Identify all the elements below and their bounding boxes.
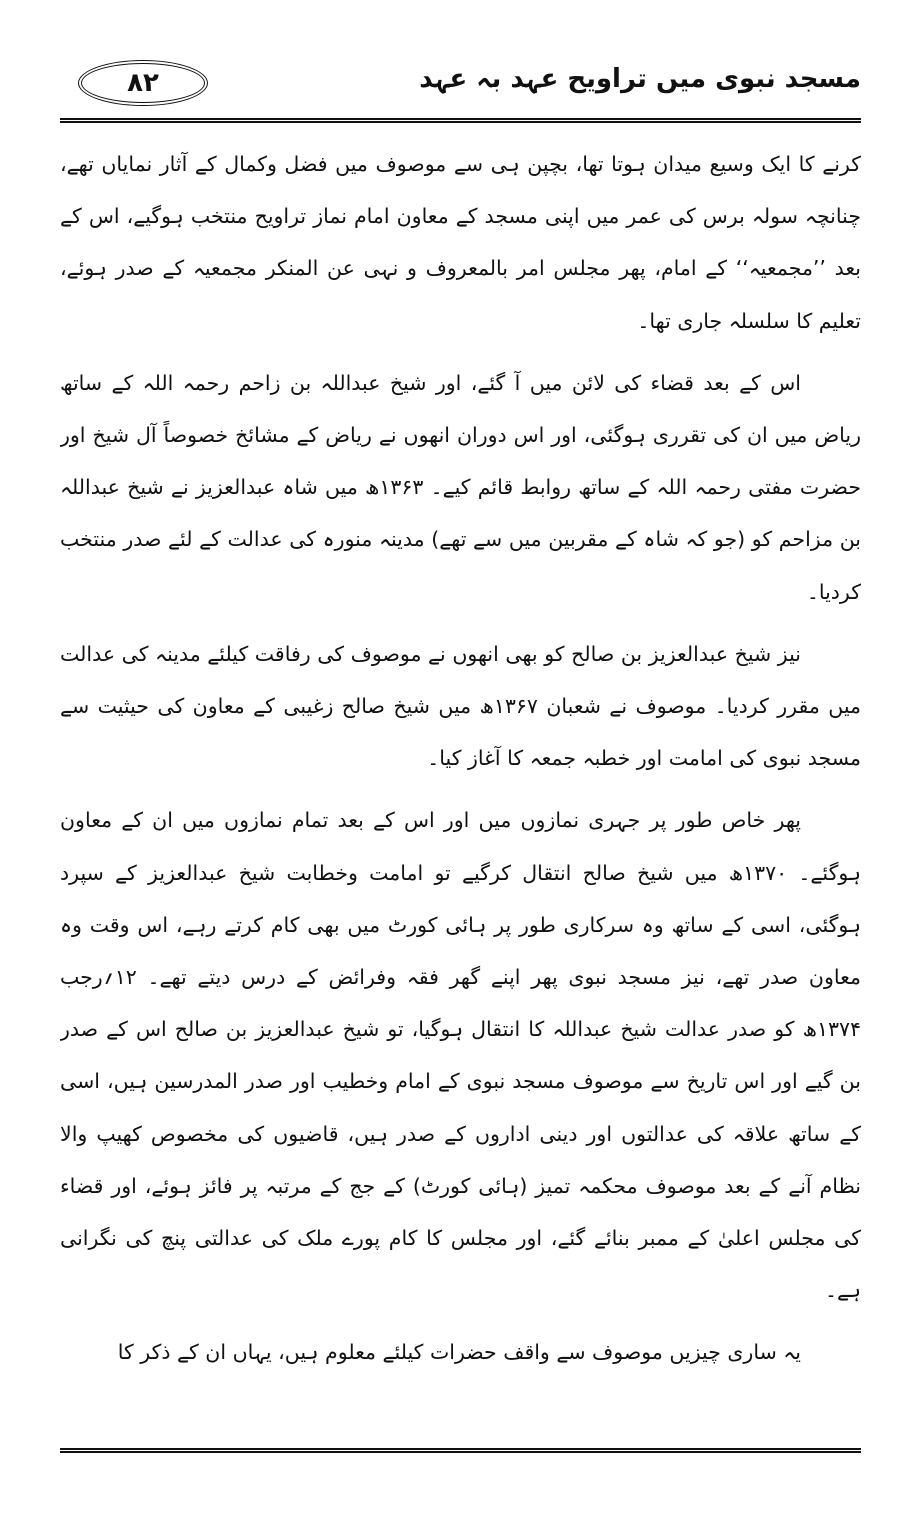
paragraph-2: اس کے بعد قضاء کی لائن میں آ گئے، اور شیخ عبداللہ بن زاحم رحمہ اللہ کے ساتھ ریاض میں ان کی تقرری ہوگئی، اور اس دوران انھوں نے ریاض کے مشائخ خصوصاً آل شیخ اور حضرت مفتی رحمہ اللہ کے ساتھ روابط قائم کیے۔ ۱۳۶۳ھ میں شاہ عبدالعزیز نے شیخ عبداللہ بن مزاحم کو (جو کہ شاہ کے مقربین میں سے تھے) مدینہ منورہ کی عدالت کے لئے صدر منتخب کردیا۔ [60,370,861,604]
page-body [60,138,861,1428]
paragraph-5: یہ ساری چیزیں موصوف سے واقف حضرات کیلئے معلوم ہیں، یہاں ان کے ذکر کا [117,1340,801,1365]
paragraph-3: نیز شیخ عبدالعزیز بن صالح کو بھی انھوں نے موصوف کی رفاقت کیلئے مدینہ کی عدالت میں مقرر کردیا۔ موصوف نے شعبان ۱۳۶۷ھ میں شیخ صالح زغیبی کے معاون کی حیثیت سے مسجد نبوی کی امامت اور خطبہ جمعہ کا آغاز کیا۔ [60,641,861,771]
page-header [60,58,861,118]
page-number-badge [78,60,208,106]
paragraph-4: پھر خاص طور پر جہری نمازوں میں اور اس کے بعد تمام نمازوں میں ان کے معاون ہوگئے۔ ۱۳۷۰ھ میں شیخ صالح انتقال کرگیے تو امامت وخطابت شیخ عبدالعزیز کے سپرد ہوگئی، اسی کے ساتھ وہ سرکاری طور پر ہائی کورٹ میں بھی کام کرتے رہے، اس وقت وہ معاون صدر تھے، نیز مسجد نبوی پھر اپنے گھر فقہ وفرائض کے درس دیتے تھے۔ ۱۲؍رجب ۱۳۷۴ھ کو صدر عدالت شیخ عبداللہ کا انتقال ہوگیا، تو شیخ عبدالعزیز بن صالح اس کے صدر بن گیے اور اس تاریخ سے موصوف مسجد نبوی کے امام وخطیب اور صدر المدرسین ہیں، اسی کے ساتھ علاقہ کی عدالتوں اور دینی اداروں کے صدر ہیں، قاضیوں کی مخصوص کھیپ والا نظام آنے کے بعد موصوف محکمہ تمیز (ہائی کورٹ) کے جج کے مرتبہ پر فائز ہوئے، اور قضاء کی مجلس اعلیٰ کے ممبر بنائے گئے، اور مجلس کا کام پورے ملک کی عدالتی پنچ کی نگرانی ہے۔ [60,808,861,1303]
page-number: ۸۲ [127,68,159,98]
paragraph-1: کرنے کا ایک وسیع میدان ہوتا تھا، بچپن ہی سے موصوف میں فضل وکمال کے آثار نمایاں تھے، چنانچہ سولہ برس کی عمر میں اپنی مسجد کے معاون امام نماز تراویح منتخب ہوگیے، اس کے بعد ’’مجمعیہ‘‘ کے امام، پھر مجلس امر بالمعروف و نہی عن المنکر مجمعیہ کے صدر ہوئے، تعلیم کا سلسلہ جاری تھا۔ [60,152,861,333]
running-title: مسجد نبوی میں تراویح عہد بہ عہد [419,64,861,94]
header-divider [60,118,861,123]
footer-divider [60,1448,861,1453]
